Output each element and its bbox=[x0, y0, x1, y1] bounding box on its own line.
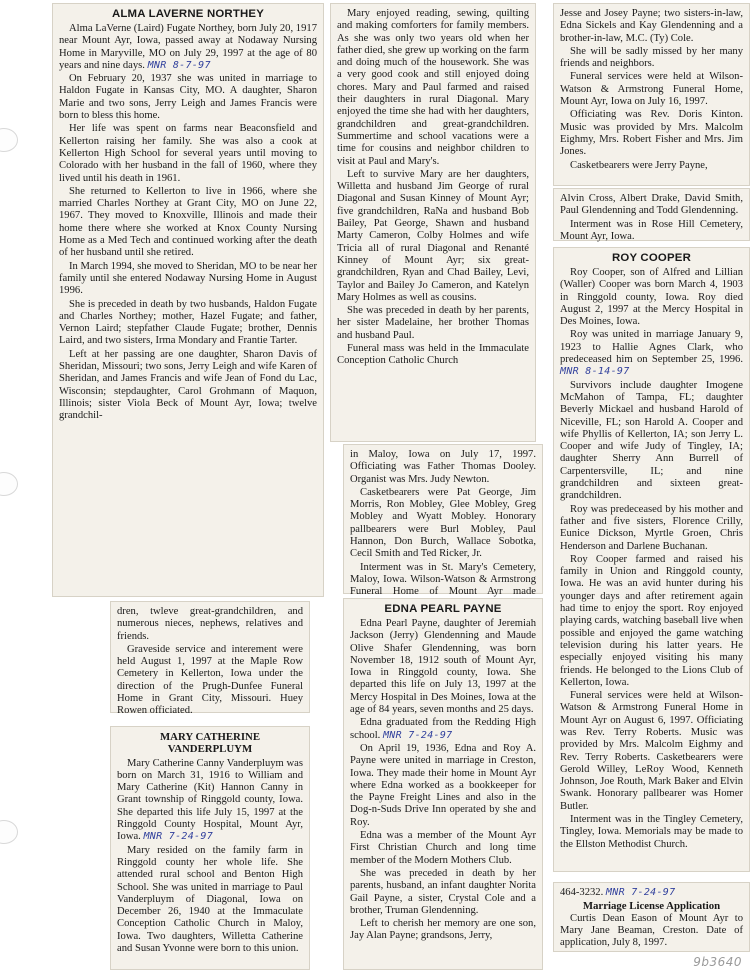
payne-paragraph: On April 19, 1936, Edna and Roy A. Payne were united in marriage in Creston, Iowa. They made their home in Mount Ayr where Edna worked as a bookkeeper for the Payne Freight Lines and also in the Dog-n-Suds Drive Inn operated by she and Roy. bbox=[350, 742, 536, 828]
northey-title: ALMA LAVERNE NORTHEY bbox=[111, 8, 265, 20]
license-title: Marriage License Application bbox=[582, 900, 721, 913]
payne-title: EDNA PEARL PAYNE bbox=[384, 603, 502, 615]
cooper-paragraph: Interment was in the Tingley Cemetery, Tingley, Iowa. Memorials may be made to the Ellston Methodist Church. bbox=[560, 814, 743, 850]
northey-paragraph: Graveside service and interement were held August 1, 1997 at the Maple Row Cemetery in Kellerton, Iowa under the direction of the Prugh-Dunfee Funeral Home in Grant City, Missouri. Huey Rowen officiated. bbox=[117, 643, 303, 717]
vanderpluym-paragraph: Casketbearers were Pat George, Jim Morris, Ron Mobley, Glee Mobley, Greg Mobley and Wyatt Mobley. Honorary pallbearers were Burl Mobley, Paul Hannon, Don Burch, Wallace Sobotka, Cecil Smith and Ted Ricker, Jr. bbox=[350, 486, 536, 560]
license-header-line: 464-3232. MNR 7-24-97 bbox=[560, 887, 676, 898]
vanderpluym-paragraph: Mary resided on the family farm in Ringgold county her whole life. She attended rural school and Benton High School. She was united in marriage to Paul Vanderpluym of Diagonal, Iowa on December 26, 1940 at the Immaculate Conception Catholic Church in Maloy, Iowa. Two daughters, Willetta Catherine and Susan Yvonne were born to this union. bbox=[117, 844, 303, 955]
northey-paragraph: Alma LaVerne (Laird) Fugate Northey, born July 20, 1917 near Mount Ayr, Iowa, passed away at Nodaway Nursing Home in Maryville, MO on July 29, 1997 at the age of 80 years and nine days. MNR 8-7-97 bbox=[59, 23, 317, 71]
payne-paragraph: Funeral services were held at Wilson-Watson & Armstrong Funeral Home, Mount Ayr, Iowa on July 16, 1997. bbox=[560, 71, 743, 108]
cooper-paragraph: Funeral services were held at Wilson-Watson & Armstrong Funeral Home in Mount Ayr on August 6, 1997. Officiating was Rev. Terry Roberts. Music was provided by Mrs. Malcolm Eighmy and Rev. Terry Roberts. Casketbearers were Gerold Willey, LeRoy Wood, Kenneth Johnson, Joe Routh, Mark Baker and Elvin Swank. Honorary pallbearer was Homer Butler. bbox=[560, 690, 743, 812]
northey-paragraph: She is preceded in death by two husbands, Haldon Fugate and Charles Northey; mother, Hazel Fugate; and father, Vernon Laird; stepfather Claude Fugate; brother, Dennis Laird, and two sisters, Irma Mondary and Frantie Tarter. bbox=[59, 298, 317, 347]
cooper-paragraph: Survivors include daughter Imogene McMahon of Tampa, FL; daughter Beverly Mickael and husband Harold of Niceville, FL; son Harold A. Cooper and wife Phyllis of Kellerton, IA; son Jerry L. Cooper and wife Judy of Tingley, IA; daughter Sherry Ann Burrell of Carpentersville, IL; and nine grandchildren and sixteen great-grandchildren. bbox=[560, 379, 743, 502]
vanderpluym-obituary-clipping bbox=[110, 726, 310, 970]
northey-paragraph: She returned to Kellerton to live in 1966, where she married Charles Northey at Grant City, MO on June 22, 1967. They moved to Knoxville, Illinois and made their home there where she worked at Knox County Nursing Home as a Med Tech and continued working after the death of her husband until she retired. bbox=[59, 185, 317, 259]
northey-paragraph: dren, twleve great-grandchildren, and numerous nieces, nephews, relatives and friends. bbox=[117, 606, 303, 642]
punch-hole-middle bbox=[0, 472, 18, 496]
payne-paragraph: Interment was in Rose Hill Cemetery, Mount Ayr, Iowa. bbox=[560, 218, 743, 242]
payne-paragraph: Edna Pearl Payne, daughter of Jeremiah Jackson (Jerry) Glendenning and Maude Olive Shafer Glendenning, was born November 18, 1912 south of Mount Ayr, Iowa in Ringgold county, Iowa. She departed this life on July 13, 1997 at the Mercy Hospital in Des Moines, Iowa at the age of 84 years, seven months and 25 days. bbox=[350, 618, 536, 716]
vanderpluym-paragraph: Interment was in St. Mary's Cemetery, Maloy, Iowa. Wilson-Watson & Armstrong Funeral Home of Mount Ayr made bbox=[350, 561, 536, 598]
cooper-title: ROY COOPER bbox=[611, 252, 691, 264]
vanderpluym-paragraph: Left to survive Mary are her daughters, Willetta and husband Jim George of rural Diagonal and Susan Kinney of Mount Ayr; five grandchildren, RaNa and husband Bob Bailey, Pat George, Shawn and husband Marty Cameron, Colby Holmes and wife Tricia all of rural Diagonal and Renanté Kinney of Mount Ayr; six great-grandchildren, Ryan and Chad Bailey, Levi, Taylor and Bailey Jo Cameron, and Katelyn Mary Holmes as well as cousins. bbox=[337, 168, 529, 303]
handwritten-note: MNR 8-7-97 bbox=[147, 59, 211, 71]
vanderpluym-continued-clipping bbox=[330, 3, 536, 442]
northey-continued-clipping bbox=[110, 601, 310, 717]
cooper-obituary-clipping bbox=[553, 247, 750, 872]
vanderpluym-paragraph: Mary Catherine Canny Vanderpluym was born on March 31, 1916 to William and Mary Catherine (Kit) Hannon Canny in Grant township of Ringgold county, Iowa. She departed this life July 15, 1997 at the Ringgold County Hospital, Mount Ayr, Iowa. MNR 7-24-97 bbox=[117, 757, 303, 843]
payne-paragraph: Left to cherish her memory are one son, Jay Alan Payne; grandsons, Jerry, bbox=[350, 918, 536, 942]
payne-continued-clipping bbox=[553, 3, 750, 186]
punch-hole-top bbox=[0, 128, 18, 152]
license-paragraph: Curtis Dean Eason of Mount Ayr to Mary Jane Beaman, Creston. Date of application, July 8, 1997. bbox=[560, 912, 743, 949]
vanderpluym-continued-clipping-2 bbox=[343, 444, 543, 598]
vanderpluym-paragraph: in Maloy, Iowa on July 17, 1997. Officiating was Father Thomas Dooley. Organist was Mrs. Judy Newton. bbox=[350, 449, 536, 485]
handwritten-note: MNR 7-24-97 bbox=[605, 887, 676, 898]
vanderpluym-paragraph: Funeral mass was held in the Immaculate Conception Catholic Church bbox=[337, 343, 529, 367]
vanderpluym-title: MARY CATHERINE bbox=[159, 731, 261, 743]
payne-obituary-clipping bbox=[343, 598, 543, 970]
marriage-license-clipping bbox=[553, 882, 750, 952]
vanderpluym-paragraph: Mary enjoyed reading, sewing, quilting and making comforters for family members. As she was only two years old when her father died, she grew up working on the farm and doing much of the housework. She was a very good cook and still enjoyed doing chores. Mary and Paul farmed and raised their daughters in rural Diagonal. Mary enjoyed the time she had with her daughters, grandchildren and great-grandchildren. Summertime and school vacations were a time for cousins and neighbor children to visit at Paul and Mary's. bbox=[337, 8, 529, 167]
northey-paragraph: In March 1994, she moved to Sheridan, MO to be near her family until she entered Nodaway Nursing Home in August 1996. bbox=[59, 260, 318, 297]
vanderpluym-title: VANDERPLUYM bbox=[167, 743, 253, 756]
vanderpluym-paragraph: She was preceded in death by her parents, her sister Madelaine, her brother Thomas and husband Paul. bbox=[337, 305, 529, 341]
handwritten-note: MNR 7-24-97 bbox=[382, 729, 453, 741]
northey-obituary-clipping bbox=[52, 3, 324, 597]
payne-continued-clipping-2 bbox=[553, 188, 750, 241]
payne-paragraph: Jesse and Josey Payne; two sisters-in-law, Edna Sickels and Kay Glendenning and a brother-in-law, M.C. (Ty) Cole. bbox=[560, 8, 743, 44]
payne-paragraph: Casketbearers were Jerry Payne, bbox=[570, 159, 708, 171]
cooper-paragraph: Roy Cooper, son of Alfred and Lillian (Waller) Cooper was born March 4, 1903 in Ringgold county, Iowa. Roy died August 2, 1997 at the Mercy Hospital in Des Moines, Iowa. bbox=[560, 267, 743, 328]
payne-paragraph: She will be sadly missed by her many friends and neighbors. bbox=[560, 45, 743, 70]
cooper-paragraph: Roy was united in marriage January 9, 1923 to Hallie Agnes Clark, who predeceased him on September 25, 1996. MNR 8-14-97 bbox=[560, 329, 743, 378]
handwritten-note: MNR 7-24-97 bbox=[143, 831, 214, 843]
punch-hole-bottom bbox=[0, 820, 18, 844]
catalog-number: 9b3640 bbox=[693, 955, 742, 969]
handwritten-note: MNR 8-14-97 bbox=[560, 366, 630, 378]
northey-paragraph: On February 20, 1937 she was united in marriage to Haldon Fugate in Kansas City, MO. A daughter, Sharon Marie and two sons, Jerry Leigh and James Francis were born to bless this home. bbox=[59, 73, 317, 122]
payne-paragraph: Edna was a member of the Mount Ayr First Christian Church and long time member of the Modern Mothers Club. bbox=[350, 830, 536, 866]
payne-paragraph: She was preceded in death by her parents, husband, an infant daughter Norita Gail Payne, a sister, Crystal Cole and a brother, Truman Glendenning. bbox=[350, 867, 536, 916]
payne-paragraph: Officiating was Rev. Doris Kinton. Music was provided by Mrs. Malcolm Eighmy, Mrs. Robert Fisher and Mrs. Jim Jones. bbox=[560, 109, 743, 158]
payne-paragraph: Alvin Cross, Albert Drake, David Smith, Paul Glendenning and Todd Glendenning. bbox=[560, 193, 743, 217]
northey-paragraph: Left at her passing are one daughter, Sharon Davis of Sheridan, Missouri; two sons, Jerry Leigh and wife Karen of Sheridan, and James Francis and wife Jean of Fond du Lac, Wisconsin; stepdaughter, Carol Grohmann of Maquon, Illinois; sister Viola Beck of Mount Ayr, Iowa; twelve grandchil- bbox=[59, 348, 317, 422]
northey-paragraph: Her life was spent on farms near Beaconsfield and Kellerton raising her family. She was also a cook at Kellerton High School for several years until moving to Colorado with her husband in the fall of 1960, where they lived until his death in 1961. bbox=[59, 123, 317, 184]
cooper-paragraph: Roy was predeceased by his mother and father and five sisters, Florence Crilly, Eunice Dickson, Myrtle Groen, Chris Henderson and Darlene Buchanan. bbox=[560, 503, 743, 552]
payne-paragraph: Edna graduated from the Redding High school. MNR 7-24-97 bbox=[350, 717, 536, 741]
cooper-paragraph: Roy Cooper farmed and raised his family in Union and Ringgold county, Iowa. He was an avid hunter during his younger days and after retirement again had time to enjoy the sport. Roy enjoyed playing cards, watching baseball live when possible and enjoyed the game watching television during his latter years. He especially enjoyed visiting his many friends. He belonged to the Lions Club of Kellerton, Iowa. bbox=[560, 553, 743, 688]
